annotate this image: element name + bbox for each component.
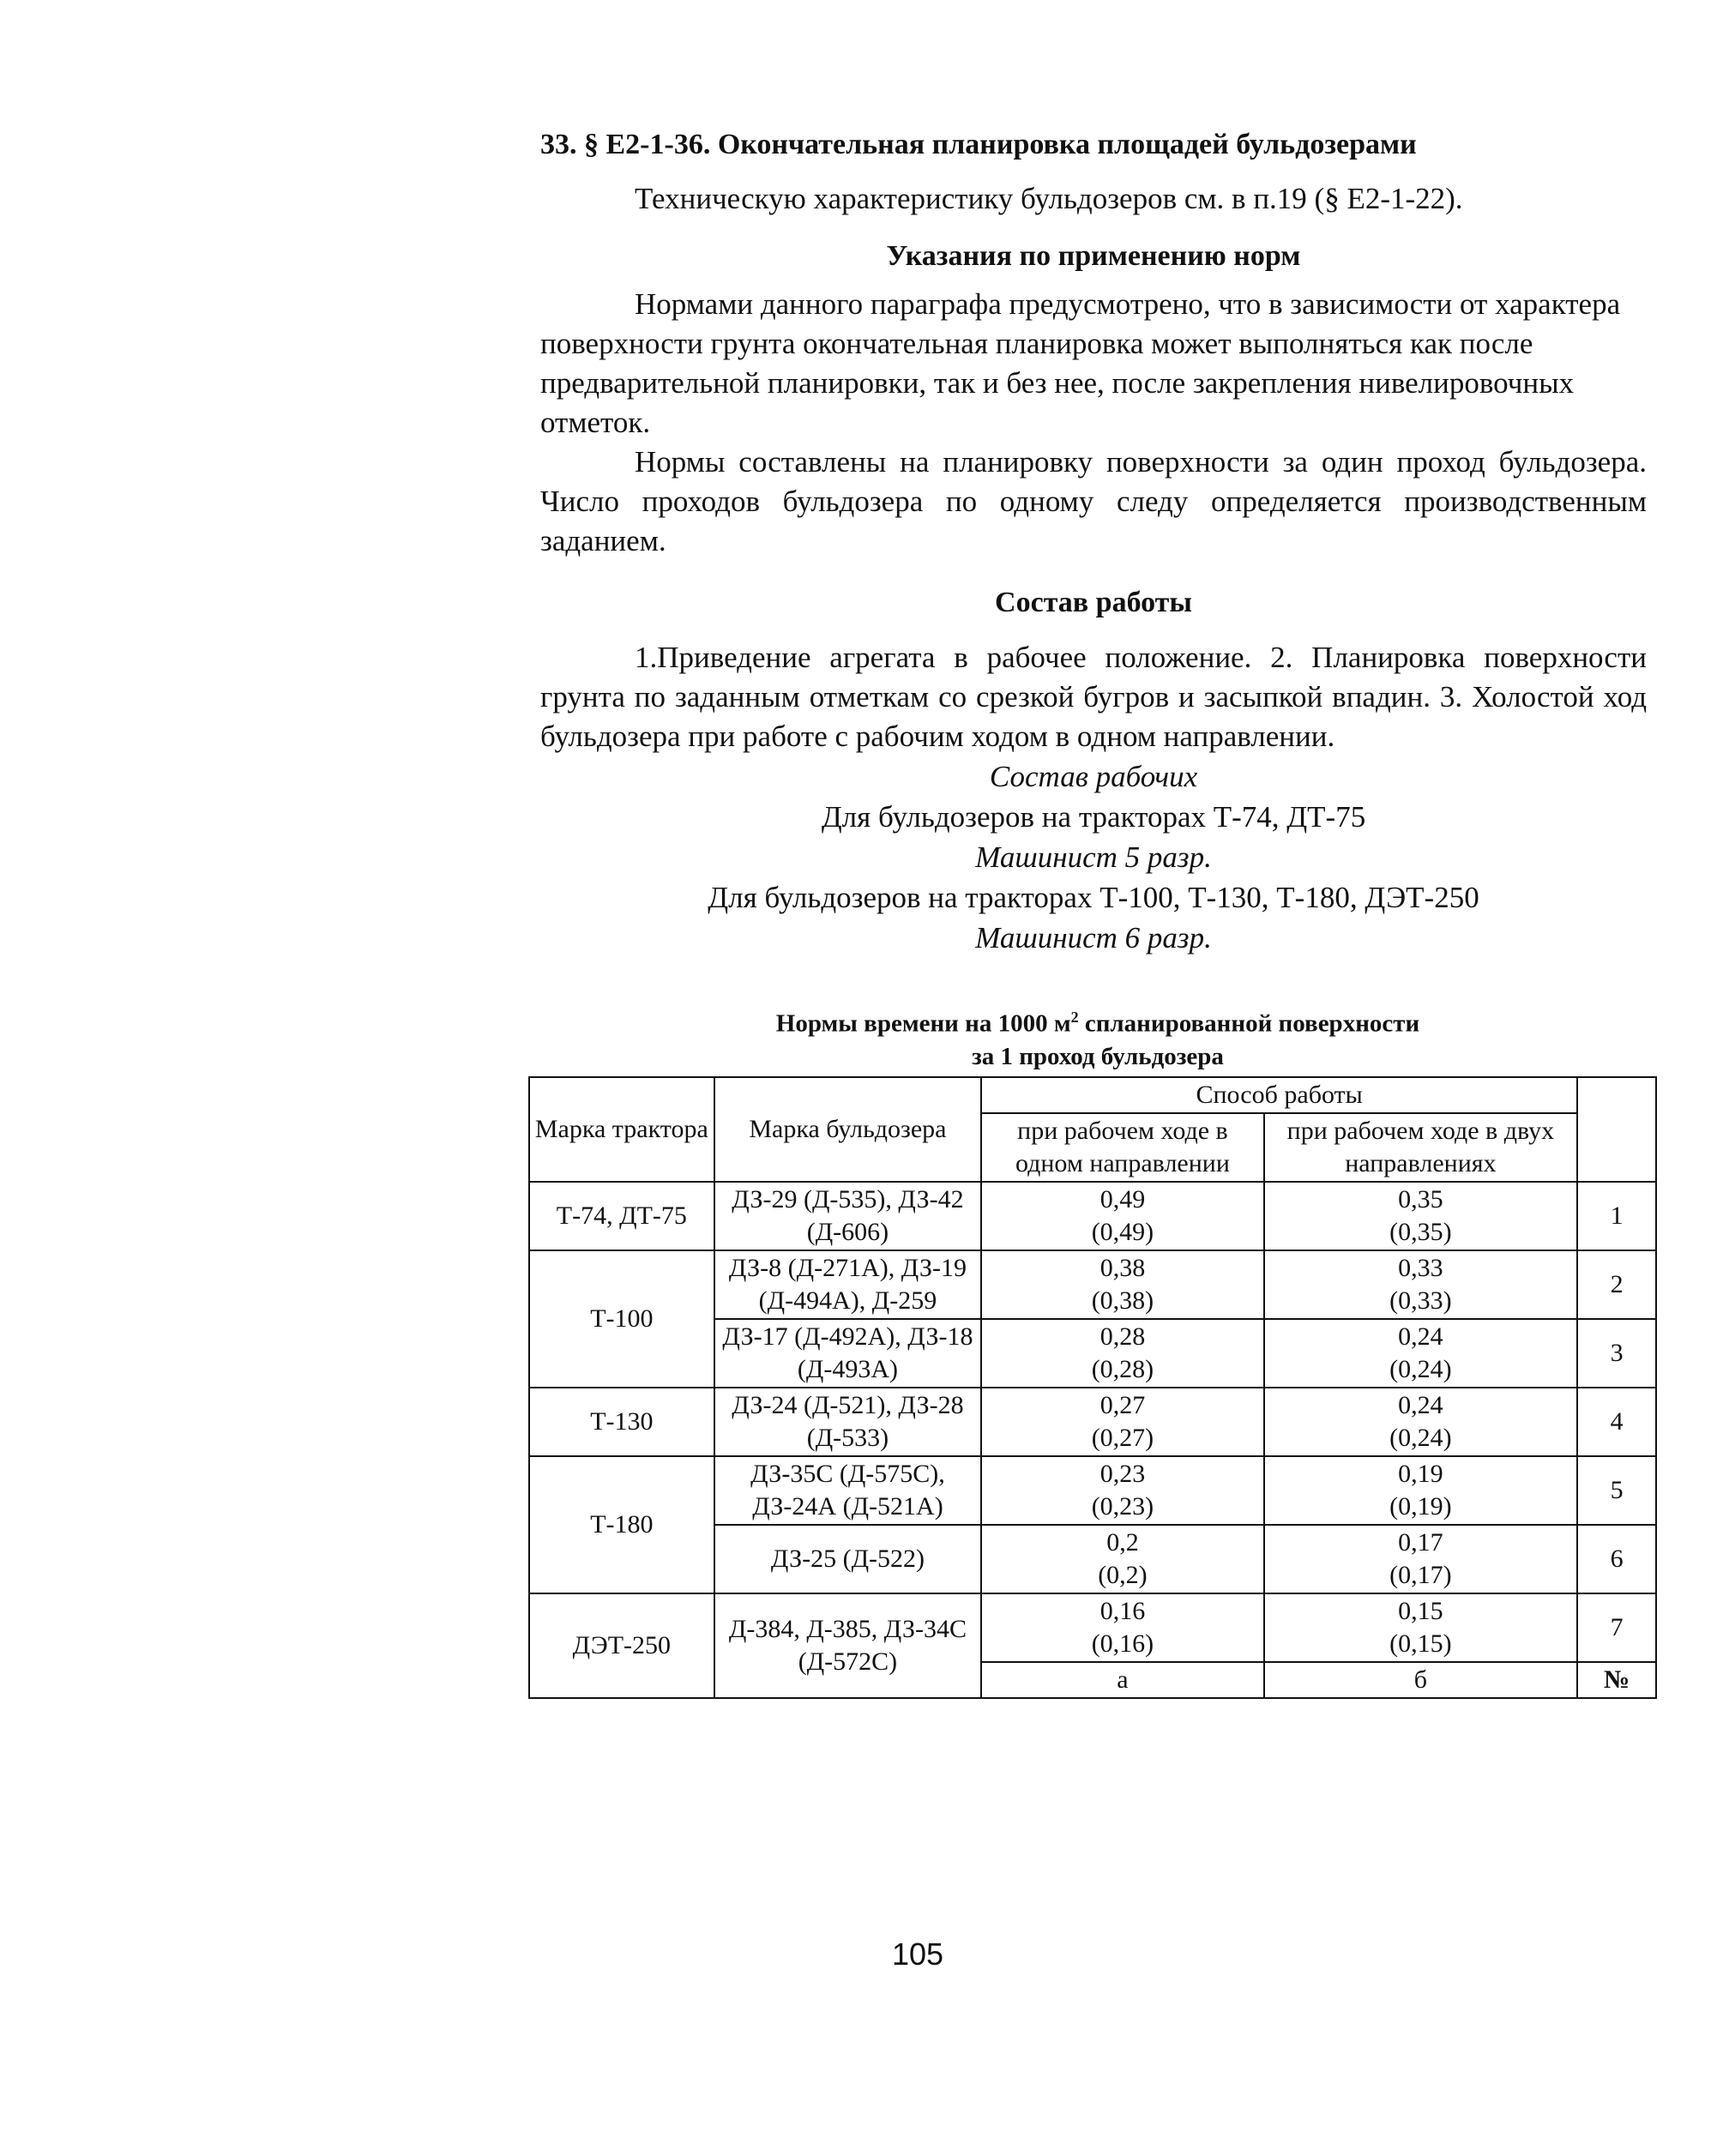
- value-a: 0,28: [1099, 1322, 1146, 1351]
- work-description: 1.Приведение агрегата в рабочее положение. 2. Планировка поверхности грунта по заданным отметкам со срезкой бугров и засыпкой впадин. 3. Холостой ход бульдозера при работе с рабочим ходом в одном направлении.: [540, 641, 1647, 753]
- value-b-cell: [1264, 1388, 1577, 1456]
- header-blank: [1577, 1077, 1656, 1182]
- row-number: 6: [1577, 1525, 1656, 1593]
- table-caption-part2: спланированной поверхности: [1078, 1009, 1420, 1038]
- table-caption-part1: Нормы времени на 1000 м: [775, 1009, 1071, 1038]
- row-number: 5: [1577, 1456, 1656, 1525]
- header-one-direction: при рабочем ходе в одном направлении: [981, 1113, 1264, 1182]
- value-a: 0,38: [1099, 1253, 1146, 1282]
- crew-group-2: Для бульдозеров на тракторах Т-100, Т-130, Т-180, ДЭТ-250: [708, 881, 1479, 914]
- value-a-paren: (0,49): [1091, 1217, 1154, 1246]
- footer-col-num: №: [1577, 1662, 1656, 1698]
- value-a-paren: (0,38): [1091, 1286, 1154, 1315]
- value-a-paren: (0,23): [1091, 1491, 1154, 1521]
- table-caption-sup: 2: [1070, 1009, 1079, 1026]
- page-number: 105: [891, 1936, 944, 1972]
- table-row: [529, 1388, 1656, 1456]
- value-a: 0,49: [1099, 1184, 1146, 1214]
- header-tractor: Марка трактора: [529, 1077, 714, 1182]
- value-a-cell: [981, 1250, 1264, 1319]
- value-a: 0,27: [1099, 1390, 1146, 1419]
- crew-role-1: Машинист 5 разр.: [975, 840, 1212, 874]
- bulldozer-cell: ДЗ-24 (Д-521), ДЗ-28 (Д-533): [714, 1388, 981, 1456]
- tractor-cell: Т-74, ДТ-75: [529, 1182, 714, 1250]
- value-a-paren: (0,27): [1091, 1423, 1154, 1452]
- bulldozer-cell: ДЗ-17 (Д-492А), ДЗ-18 (Д-493А): [714, 1319, 981, 1388]
- value-b: 0,24: [1398, 1322, 1443, 1351]
- header-method: Способ работы: [981, 1077, 1577, 1113]
- value-a-paren: (0,28): [1091, 1354, 1154, 1383]
- crew-block: [540, 756, 1647, 958]
- reference-note: Техническую характеристику бульдозеров см. в п.19 (§ Е2-1-22).: [635, 182, 1463, 215]
- value-a-cell: [981, 1319, 1264, 1388]
- tractor-cell: Т-130: [529, 1388, 714, 1456]
- crew-title: Состав рабочих: [989, 760, 1198, 793]
- value-b: 0,33: [1398, 1253, 1443, 1282]
- header-two-directions: при рабочем ходе в двух направлениях: [1264, 1113, 1577, 1182]
- value-a-paren: (0,2): [1098, 1560, 1148, 1589]
- value-b-paren: (0,19): [1389, 1491, 1452, 1521]
- value-b-cell: [1264, 1250, 1577, 1319]
- value-a: 0,16: [1099, 1596, 1146, 1625]
- value-a-cell: [981, 1456, 1264, 1525]
- value-b: 0,19: [1398, 1459, 1443, 1488]
- bulldozer-cell: Д-384, Д-385, ДЗ-34С (Д-572С): [714, 1593, 981, 1698]
- row-number: 3: [1577, 1319, 1656, 1388]
- value-b: 0,15: [1398, 1596, 1443, 1625]
- value-b-paren: (0,24): [1389, 1354, 1452, 1383]
- tractor-cell: Т-180: [529, 1456, 714, 1593]
- value-a-paren: (0,16): [1091, 1629, 1154, 1658]
- crew-group-1: Для бульдозеров на тракторах Т-74, ДТ-75: [821, 800, 1366, 834]
- value-b-paren: (0,33): [1389, 1286, 1452, 1315]
- instructions-title: Указания по применению норм: [886, 240, 1301, 272]
- value-b-cell: [1264, 1593, 1577, 1662]
- row-number: 1: [1577, 1182, 1656, 1250]
- row-number: 7: [1577, 1593, 1656, 1662]
- table-caption: [540, 1001, 1655, 1073]
- row-number: 2: [1577, 1250, 1656, 1319]
- value-a: 0,23: [1099, 1459, 1146, 1488]
- table-row: [529, 1182, 1656, 1250]
- bulldozer-cell: ДЗ-29 (Д-535), ДЗ-42 (Д-606): [714, 1182, 981, 1250]
- instructions-paragraph-1: Нормами данного параграфа предусмотрено, что в зависимости от характера поверхности грунта окончательная планировка может выполняться как после предварительной планировки, так и без нее, после закрепления нивелировочных отметок.: [540, 287, 1621, 439]
- value-b-paren: (0,17): [1389, 1560, 1452, 1589]
- value-a-cell: [981, 1525, 1264, 1593]
- norms-table: [528, 1076, 1657, 1699]
- value-b-cell: [1264, 1456, 1577, 1525]
- section-heading: 33. § Е2-1-36. Окончательная планировка площадей бульдозерами: [540, 129, 1417, 160]
- bulldozer-cell: ДЗ-8 (Д-271А), ДЗ-19 (Д-494А), Д-259: [714, 1250, 981, 1319]
- instructions-paragraph-2: Нормы составлены на планировку поверхности за один проход бульдозера. Число проходов бульдозера по одному следу определяется производственным заданием.: [540, 445, 1647, 557]
- footer-col-a: а: [981, 1662, 1264, 1698]
- work-title: Состав работы: [995, 587, 1192, 618]
- value-b-cell: [1264, 1182, 1577, 1250]
- table-row: [529, 1456, 1656, 1525]
- value-b-paren: (0,24): [1389, 1423, 1452, 1452]
- value-b: 0,35: [1398, 1184, 1443, 1214]
- table-header-row-1: [529, 1077, 1656, 1113]
- value-b-cell: [1264, 1525, 1577, 1593]
- tractor-cell: Т-100: [529, 1250, 714, 1388]
- value-a: 0,2: [1106, 1527, 1139, 1557]
- table-row: [529, 1250, 1656, 1319]
- value-b: 0,17: [1398, 1527, 1443, 1557]
- bulldozer-cell: ДЗ-35С (Д-575С), ДЗ-24А (Д-521А): [714, 1456, 981, 1525]
- header-bulldozer: Марка бульдозера: [714, 1077, 981, 1182]
- footer-col-b: б: [1264, 1662, 1577, 1698]
- tractor-cell: ДЭТ-250: [529, 1593, 714, 1698]
- value-a-cell: [981, 1593, 1264, 1662]
- table-caption-line2: за 1 проход бульдозера: [972, 1042, 1224, 1070]
- value-a-cell: [981, 1388, 1264, 1456]
- document-page: [534, 129, 1655, 1699]
- value-b-paren: (0,15): [1389, 1629, 1452, 1658]
- table-row: [529, 1593, 1656, 1662]
- value-b: 0,24: [1398, 1390, 1443, 1419]
- crew-role-2: Машинист 6 разр.: [975, 921, 1212, 955]
- value-b-cell: [1264, 1319, 1577, 1388]
- value-b-paren: (0,35): [1389, 1217, 1452, 1246]
- row-number: 4: [1577, 1388, 1656, 1456]
- bulldozer-cell: ДЗ-25 (Д-522): [714, 1525, 981, 1593]
- value-a-cell: [981, 1182, 1264, 1250]
